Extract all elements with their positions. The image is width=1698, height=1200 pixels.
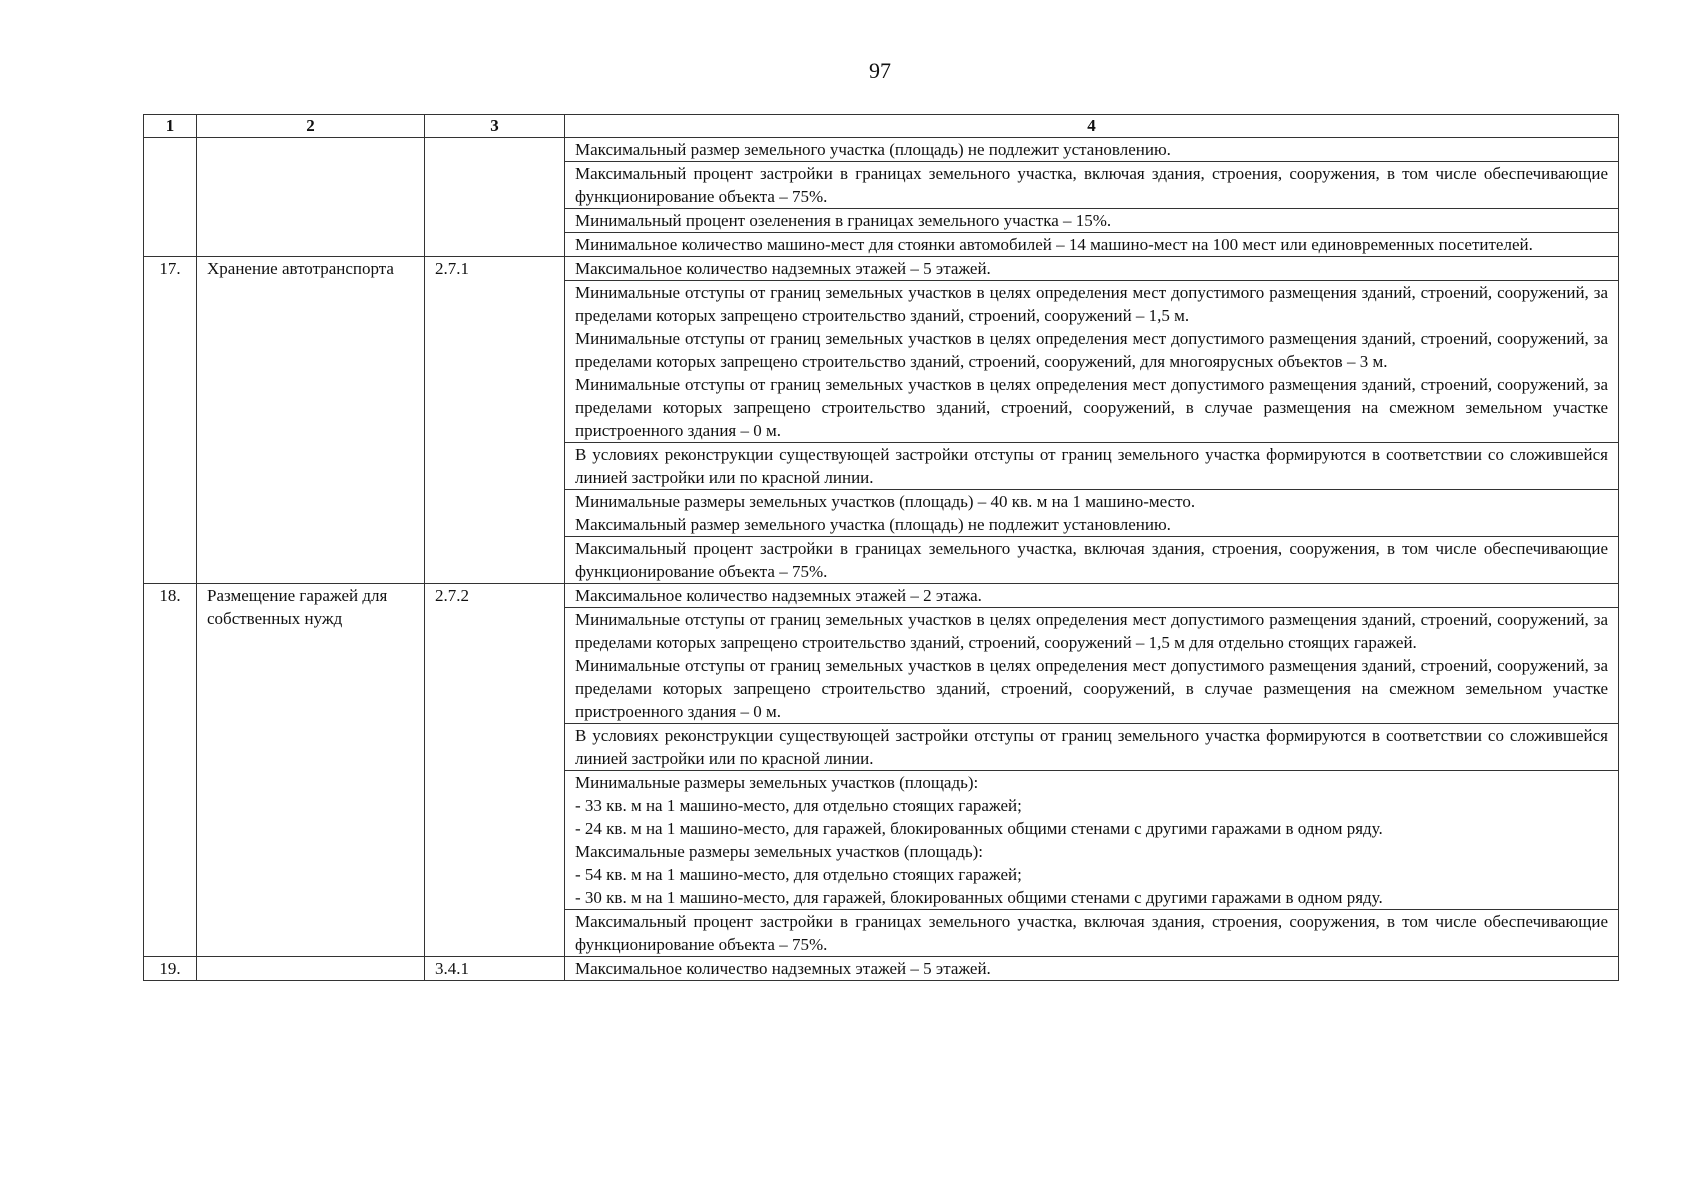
table-row <box>144 138 1619 162</box>
cell-number: 18. <box>144 584 197 957</box>
cell-parameter: Минимальные отступы от границ земельных участков в целях определения мест допустимого размещения зданий, строений, сооружений, за пределами которых запрещено строительство зданий, строений, сооружений – 1,5 м для отдельно стоящих гаражей. Минимальные отступы от границ земельных участков в целях определения мест допустимого размещения зданий, строений, сооружений, за пределами которых запрещено строительство зданий, строений, сооружений, в случае размещения на смежном земельном участке пристроенного здания – 0 м. <box>565 608 1619 724</box>
cell-parameter: Максимальный размер земельного участка (площадь) не подлежит установлению. <box>565 138 1619 162</box>
cell-parameter: Максимальный процент застройки в границах земельного участка, включая здания, строения, сооружения, в том числе обеспечивающие функционирование объекта – 75%. <box>565 910 1619 957</box>
cell-parameter: Максимальное количество надземных этажей – 5 этажей. <box>565 257 1619 281</box>
cell-code <box>425 138 565 257</box>
table-header-row <box>144 115 1619 138</box>
cell-parameter: Максимальное количество надземных этажей – 2 этажа. <box>565 584 1619 608</box>
cell-parameter: Минимальный процент озеленения в границах земельного участка – 15%. <box>565 209 1619 233</box>
cell-parameter: Минимальные размеры земельных участков (площадь): - 33 кв. м на 1 машино-место, для отдельно стоящих гаражей; - 24 кв. м на 1 машино-место, для гаражей, блокированных общими стенами с другими гаражами в одном ряду. Максимальные размеры земельных участков (площадь): - 54 кв. м на 1 машино-место, для отдельно стоящих гаражей; - 30 кв. м на 1 машино-место, для гаражей, блокированных общими стенами с другими гаражами в одном ряду. <box>565 771 1619 910</box>
table-row <box>144 257 1619 281</box>
cell-code: 3.4.1 <box>425 957 565 981</box>
cell-parameter: Максимальный процент застройки в границах земельного участка, включая здания, строения, сооружения, в том числе обеспечивающие функционирование объекта – 75%. <box>565 162 1619 209</box>
cell-name <box>197 957 425 981</box>
cell-parameter: В условиях реконструкции существующей застройки отступы от границ земельного участка формируются в соответствии со сложившейся линией застройки или по красной линии. <box>565 443 1619 490</box>
cell-parameter: Максимальный процент застройки в границах земельного участка, включая здания, строения, сооружения, в том числе обеспечивающие функционирование объекта – 75%. <box>565 537 1619 584</box>
cell-number <box>144 138 197 257</box>
cell-name <box>197 138 425 257</box>
header-col-3: 3 <box>425 115 565 138</box>
table-row <box>144 957 1619 981</box>
cell-parameter: Максимальное количество надземных этажей – 5 этажей. <box>565 957 1619 981</box>
header-col-2: 2 <box>197 115 425 138</box>
table-row <box>144 584 1619 608</box>
cell-name: Хранение автотранспорта <box>197 257 425 584</box>
header-col-1: 1 <box>144 115 197 138</box>
header-col-4: 4 <box>565 115 1619 138</box>
cell-code: 2.7.2 <box>425 584 565 957</box>
cell-parameter: Минимальные размеры земельных участков (площадь) – 40 кв. м на 1 машино-место. Максимальный размер земельного участка (площадь) не подлежит установлению. <box>565 490 1619 537</box>
cell-parameter: Минимальные отступы от границ земельных участков в целях определения мест допустимого размещения зданий, строений, сооружений, за пределами которых запрещено строительство зданий, строений, сооружений – 1,5 м. Минимальные отступы от границ земельных участков в целях определения мест допустимого размещения зданий, строений, сооружений, за пределами которых запрещено строительство зданий, строений, сооружений, для многоярусных объектов – 3 м. Минимальные отступы от границ земельных участков в целях определения мест допустимого размещения зданий, строений, сооружений, за пределами которых запрещено строительство зданий, строений, сооружений, в случае размещения на смежном земельном участке пристроенного здания – 0 м. <box>565 281 1619 443</box>
cell-parameter: Минимальное количество машино-мест для стоянки автомобилей – 14 машино-мест на 100 мест или единовременных посетителей. <box>565 233 1619 257</box>
cell-parameter: В условиях реконструкции существующей застройки отступы от границ земельного участка формируются в соответствии со сложившейся линией застройки или по красной линии. <box>565 724 1619 771</box>
page-number: 97 <box>869 58 891 83</box>
cell-name: Размещение гаражей для собственных нужд <box>197 584 425 957</box>
cell-number: 19. <box>144 957 197 981</box>
regulations-table <box>143 114 1619 981</box>
cell-code: 2.7.1 <box>425 257 565 584</box>
cell-number: 17. <box>144 257 197 584</box>
